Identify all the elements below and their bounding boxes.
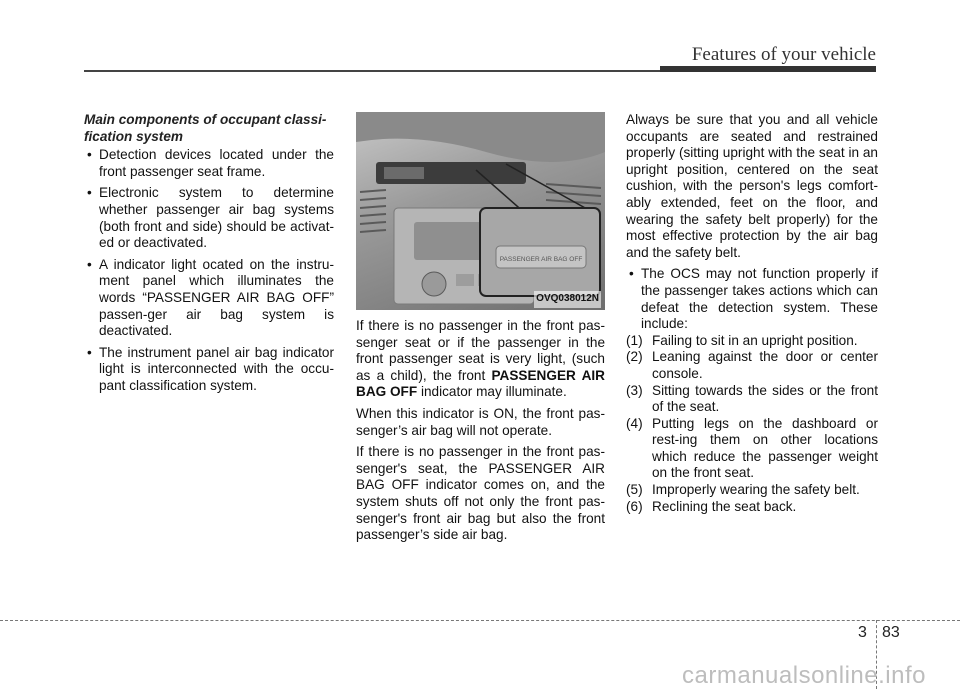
indicator-label: PASSENGER AIR BAG OFF (499, 256, 583, 263)
list-item: (6) Reclining the seat back. (626, 498, 797, 514)
footer-rule (0, 620, 960, 621)
paragraph: When this indicator is ON, the front pas-senger’s air bag will not operate. (356, 405, 605, 438)
left-column (84, 112, 334, 400)
paragraph: Always be sure that you and all vehicle occupants are seated and restrained properly (sitting upright with the seat in an upright position, centered on the seat cushion, with the person's legs comfort-ably extended, feet on the floor, and wearing the safety belt properly) for the most effective protection by the air bag and the safety belt. (626, 112, 878, 260)
paragraph: If there is no passenger in the front pas-senger seat or if the passenger in the front passenger seat is very light, (such as a child), the front PASSENGER AIR BAG OFF indicator may illuminate. (356, 318, 605, 400)
list-item: (3) Sitting towards the sides or the front of the seat. (626, 382, 878, 415)
list-item: (4) Putting legs on the dashboard or rest-ing them on other locations which reduce the passenger weight on the front seat. (626, 415, 878, 481)
page-number: 83 (882, 624, 900, 641)
list-item: • The OCS may not function properly if the passenger takes actions which can defeat the detection system. These include: (626, 266, 878, 332)
warning-list (626, 266, 878, 332)
watermark: carmanualsonline.info (682, 662, 926, 689)
component-list (84, 147, 334, 394)
dashboard-illustration (356, 112, 605, 310)
chapter-number: 3 (858, 624, 867, 641)
section-header-title: Features of your vehicle (691, 44, 876, 65)
list-item: • The instrument panel air bag indicator light is interconnected with the occu-pant classification system. (84, 345, 334, 395)
section-heading: Main components of occupant classi-fication system (84, 112, 327, 144)
dashboard-figure (356, 112, 605, 310)
figure-caption: OVQ038012N (534, 291, 601, 308)
list-item: • Detection devices located under the front passenger seat frame. (84, 147, 334, 180)
header-rule-accent (660, 66, 876, 72)
list-item: (2) Leaning against the door or center console. (626, 349, 878, 381)
paragraph: If there is no passenger in the front pas-senger's seat, the PASSENGER AIR BAG OFF indicator comes on, and the system shuts off not only the front pas-senger's front air bag but also the front passenger’s side air bag. (356, 444, 605, 543)
list-item: • Electronic system to determine whether passenger air bag systems (both front and side) should be activat-ed or deactivated. (84, 185, 334, 251)
right-column (626, 112, 878, 515)
list-item: • A indicator light ocated on the instru-ment panel which illuminates the words “PASSENGER AIR BAG OFF” passen-ger air bag system is deactivated. (84, 257, 334, 340)
list-item: (1) Failing to sit in an upright position. (626, 332, 858, 348)
numbered-list (626, 333, 878, 516)
list-item: (5) Improperly wearing the safety belt. (626, 482, 860, 498)
middle-column (356, 112, 605, 549)
